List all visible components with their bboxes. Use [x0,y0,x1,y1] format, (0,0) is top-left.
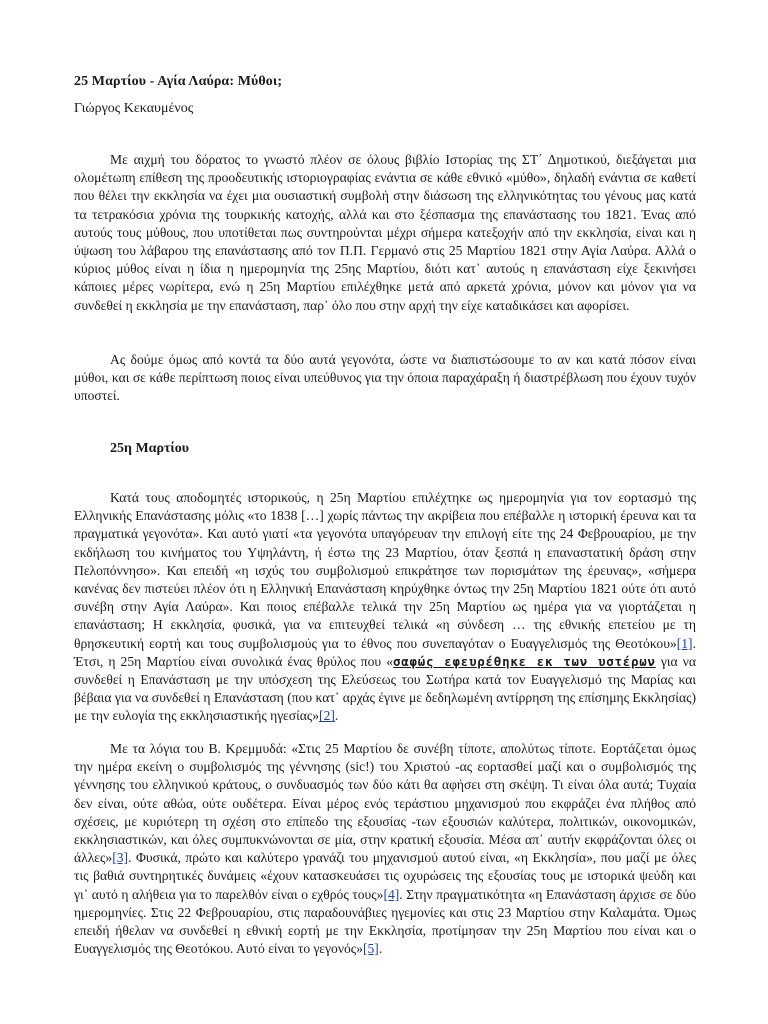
paragraph-text: . Φυσικά, πρώτο και καλύτερο γρανάζι του μηχανισμού αυτού είναι, «η Εκκλησία», που μαζί με όλες τις βαθιά συντηρητικές δυνάμεις «έχουν κατασκευάσει τις οχυρώσεις της εξουσίας τους με ιστορικά ψεύδη και γι᾽ αυτό η αλήθεια για το παρελθόν είναι ο εχθρός τους» [74,850,696,902]
document-author: Γιώργος Κεκαυμένος [74,101,194,116]
intro-paragraph-1: Με αιχμή του δόρατος το γνωστό πλέον σε όλους βιβλίο Ιστορίας της ΣΤ΄ Δημοτικού, διεξάγεται μια ολομέτωπη επίθεση της προοδευτικής ιστοριογραφίας ενάντια σε κάθε εθνικό «μύθο», δηλαδή ενάντια σε καθετί που θέλει την εκκλησία να έχει μια ουσιαστική συμβολή στην διάσωση της ελληνικότητας του γένους μας κατά τα τετρακόσια χρόνια της τουρκικής κατοχής, αλλά και στο ξέσπασμα της επανάστασης του 1821. Ένας από αυτούς τους μύθους, που υποτίθεται πως συντηρούνται μέχρι σήμερα κατεξοχήν από την εκκλησία, είναι και η ύψωση του λάβαρου της επανάστασης από τον Π.Π. Γερμανό στις 25 Μαρτίου 1821 στην Αγία Λαύρα. Αλλά ο κύριος μύθος είναι η ίδια η ημερομηνία της 25ης Μαρτίου, διότι κατ᾽ αυτούς η επανάσταση είχε ξεκινήσει κάποιες μέρες νωρίτερα, ενώ η 25η Μαρτίου επιλέχθηκε μετά από αρκετά χρόνια, μόνον και μόνον για να συνδεθεί η εκκλησία με την επανάσταση, παρ᾽ όλο που στην αρχή την είχε καταδικάσει και αφορίσει. [74,152,696,313]
footnote-link-1[interactable]: [1] [676,635,693,651]
footnote-link-3[interactable]: [3] [112,850,129,866]
paragraph-text: Κατά τους αποδομητές ιστορικούς, η 25η Μαρτίου επιλέχτηκε ως ημερομηνία για τον εορτασμό της Ελληνικής Επανάστασης μόλις «το 1838 […] χωρίς πάντως την ακρίβεια που επέβαλλε η ιστορική έρευνα και τα πραγματικά γεγονότα». Και αυτό γιατί «τα γεγονότα υπαγόρευαν την επιλογή είτε της 24 Φεβρουαρίου, με την εκδήλωση του κινήματος του Υψηλάντη, ή έστω της 23 Μαρτίου, όταν ξεσπά η επαναστατική δράση στην Πελοπόννησο». Και επειδή «η ισχύς του συμβολισμού επικράτησε των πορισμάτων της έρευνας», «σήμερα κανένας δεν πιστεύει πλέον ότι η Ελληνική Επανάσταση κηρύχθηκε όντως την 25η Μαρτίου 1821 ούτε ότι αυτό συνέβη στην Αγία Λαύρα». Και ποιος επέβαλλε τελικά την 25η Μαρτίου ως ημέρα για να γιορτάζεται η επανάσταση; Η εκκλησία, φυσικά, για να επιτευχθεί τελικά «η σύνδεση … της εθνικής επετείου με τη θρησκευτική εορτή και τους συμβολισμούς για το έθνος που συνεπαγόταν ο Ευαγγελισμός της Θεοτόκου» [74,490,696,651]
paragraph-text: . [334,708,339,724]
paragraph-text: . [378,941,383,957]
emphasized-quote: σαφώς εφευρέθηκε εκ των υστέρων [393,653,656,669]
paragraph-text: . Έτσι, η 25η Μαρτίου είναι συνολικά ένας θρύλος που « [74,635,696,669]
footnote-link-2[interactable]: [2] [319,708,335,724]
section-paragraph-1 [74,489,696,726]
footnote-link-4[interactable]: [4] [383,886,400,902]
intro-paragraph-2: Ας δούμε όμως από κοντά τα δύο αυτά γεγονότα, ώστε να διαπιστώσουμε το αν και κατά πόσον είναι μύθοι, και σε κάθε περίπτωση ποιος είναι υπεύθυνος για την όποια παραχάραξη ή διαστρέβλωση που έχουν τυχόν υποστεί. [74,352,696,404]
section-paragraph-2 [74,740,696,958]
paragraph-text: για να συνδεθεί η Επανάσταση με την υπόσχεση της Ελεύσεως του Σωτήρα κατά τον Ευαγγελισμό της Μαρίας και βέβαια για να συνδεθεί η Επανάσταση (που κατ᾽ αρχάς έγινε με δεδηλωμένη αντίρρηση της επίσημης Εκκλησίας) με την ευλογία της εκκλησιαστικής ηγεσίας» [74,653,697,724]
paragraph-text: Με τα λόγια του Β. Κρεμμυδά: «Στις 25 Μαρτίου δε συνέβη τίποτε, απολύτως τίποτε. Εορτάζεται όμως την ημέρα εκείνη ο συμβολισμός της γέννησης (sic!) του Χριστού -ας εορτασθεί μαζί και ο συμβολισμός της γέννησης του ελληνικού κράτους, ο συνδυασμός των δύο κάτι θα αφήσει στη σκέψη. Τι είναι όλα αυτά; Τυχαία δεν είναι, ούτε αθώα, ούτε ουδέτερα. Είναι μέρος ενός τεράστιου μηχανισμού που εκφράζει ένα πλήθος από σχέσεις, με κυριότερη τη σχέση στο επίπεδο της εξουσίας -των εξουσιών καλύτερα, πολιτικών, οικονομικών, εκκλησιαστικών, και όλες συμπυκνώνονται σε μία, στην κρατική εξουσία. Μέσα απ᾽ αυτήν εκφράζονται όλες οι άλλες» [74,741,696,866]
footnote-link-5[interactable]: [5] [362,941,379,957]
paragraph-text: . Στην πραγματικότητα «η Επανάσταση άρχισε σε δύο ημερομηνίες. Στις 22 Φεβρουαρίου, στις παραδουνάβιες ηγεμονίες και στις 23 Μαρτίου στην Καλαμάτα. Όμως επειδή ήθελαν να συνδεθεί η εθνική εορτή με την Εκκλησία, προτίμησαν την 25η Μαρτίου που είναι και ο Ευαγγελισμός της Θεοτόκου. Αυτό είναι το γεγονός» [74,886,696,957]
section-heading: 25η Μαρτίου [110,441,190,456]
document-title: 25 Μαρτίου - Αγία Λαύρα: Μύθοι; [74,74,283,89]
